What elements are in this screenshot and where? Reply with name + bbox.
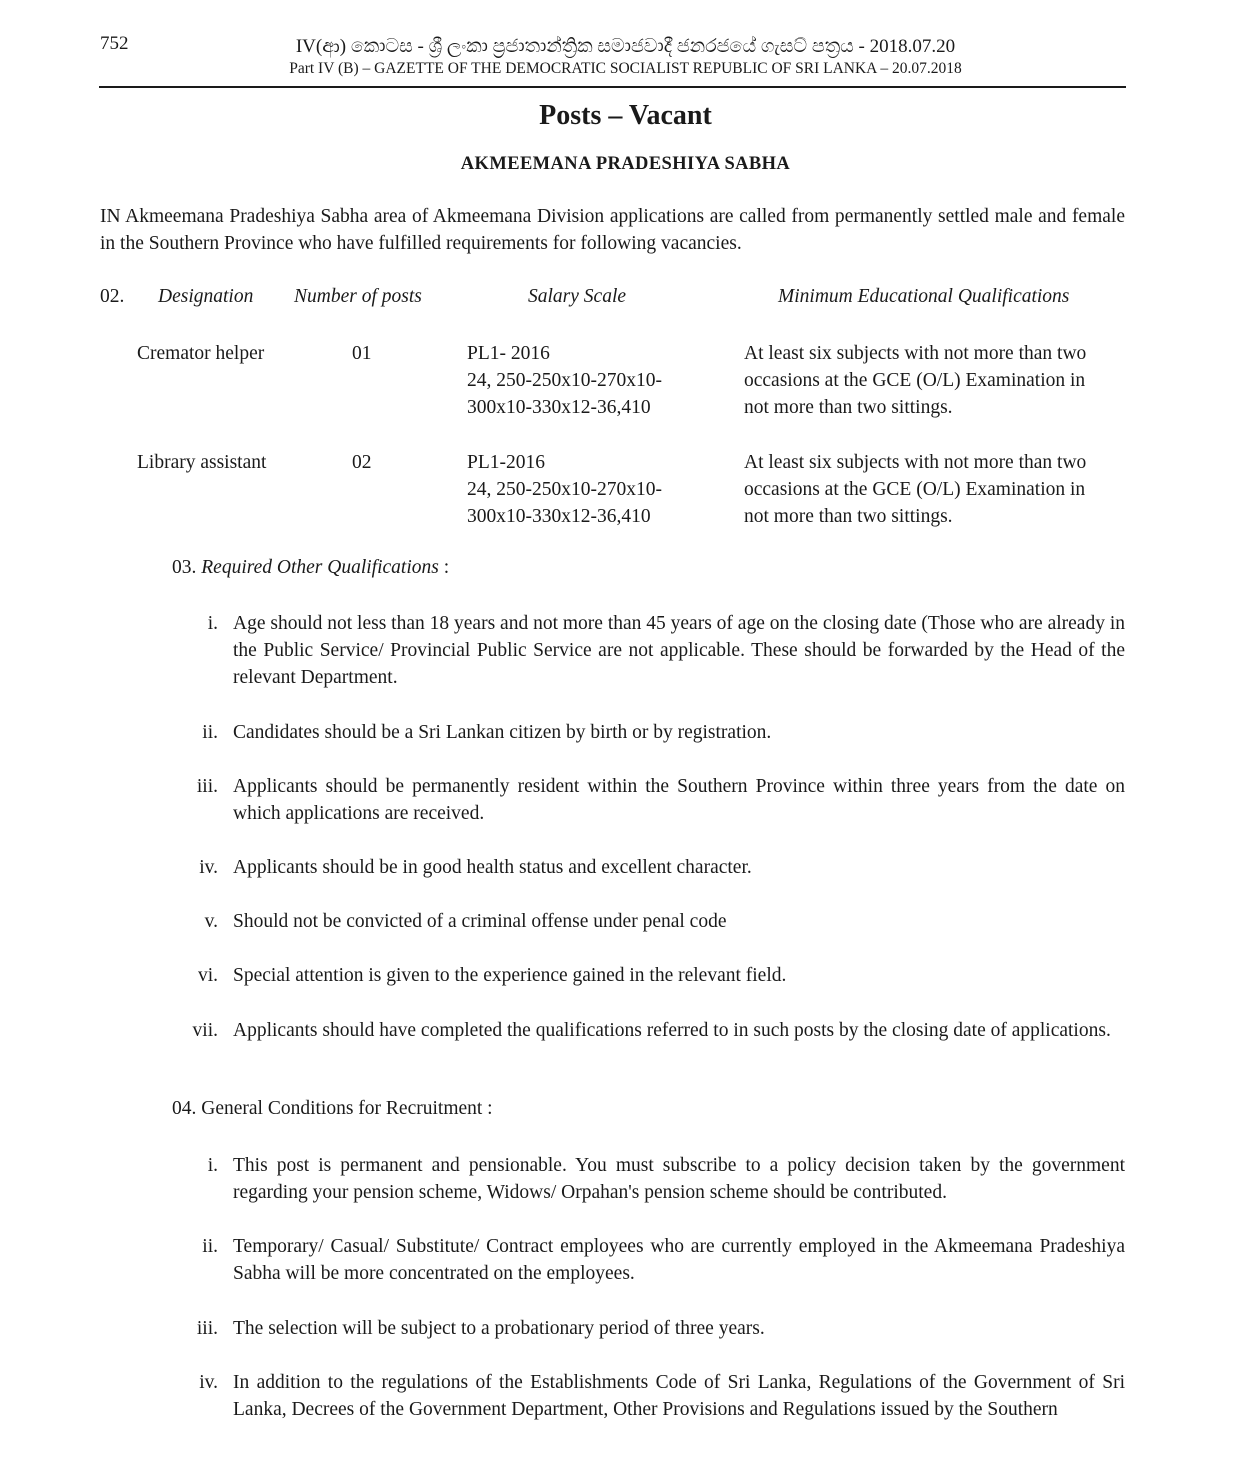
other-qualifications-title: Required Other Qualifications <box>201 557 439 578</box>
list-numeral: ii. <box>202 1236 218 1257</box>
column-header-qualifications: Minimum Educational Qualifications <box>778 286 1070 307</box>
list-numeral: vii. <box>192 1020 218 1041</box>
list-numeral: ii. <box>202 722 218 743</box>
salary-line: 24, 250-250x10-270x10- <box>467 370 662 391</box>
row-designation: Cremator helper <box>137 343 265 364</box>
list-item <box>180 1369 1125 1423</box>
list-item <box>180 1152 1125 1206</box>
row-posts: 02 <box>352 452 372 473</box>
row-salary <box>467 449 662 530</box>
list-text: Should not be convicted of a criminal offense under penal code <box>233 911 727 932</box>
list-numeral: v. <box>204 911 218 932</box>
list-item <box>180 1315 1125 1342</box>
section-number-02: 02. <box>100 286 125 307</box>
list-item <box>180 610 1125 691</box>
list-numeral: i. <box>207 613 218 634</box>
section-title: Posts – Vacant <box>539 100 712 131</box>
column-header-posts: Number of posts <box>294 286 422 307</box>
section-number-03: 03. <box>172 557 197 578</box>
gazette-header-sinhala: IV(ආ) කොටස - ශ්‍රී ලංකා ප්‍රජාතාන්ත්‍රික සමාජවාදී ජනරජයේ ගැසට් පත්‍රය - 2018.07.20 <box>295 36 956 57</box>
list-item <box>180 719 1125 746</box>
list-item <box>180 908 1125 935</box>
list-text: Age should not less than 18 years and not more than 45 years of age on the closing date (Those who are already in the Public Service/ Provincial Public Service are not applicable. These should be forwarded by the Head of the relevant Department. <box>233 613 1125 688</box>
list-numeral: iii. <box>196 1318 218 1339</box>
salary-line: 300x10-330x12-36,410 <box>467 506 651 527</box>
organization-name: AKMEEMANA PRADESHIYA SABHA <box>460 154 791 174</box>
salary-line: PL1- 2016 <box>467 343 550 364</box>
list-numeral: iv. <box>199 857 218 878</box>
list-item <box>180 1233 1125 1287</box>
general-conditions-heading: 04. General Conditions for Recruitment : <box>172 1098 493 1119</box>
list-item <box>180 962 1125 989</box>
salary-line: 24, 250-250x10-270x10- <box>467 479 662 500</box>
intro-paragraph: IN Akmeemana Pradeshiya Sabha area of Akmeemana Division applications are called from permanently settled male and female in the Southern Province who have fulfilled requirements for following vacancies. <box>100 206 1125 254</box>
list-numeral: vi. <box>197 965 218 986</box>
page-number: 752 <box>100 33 129 54</box>
list-item <box>180 773 1125 827</box>
list-item <box>180 854 1125 881</box>
gazette-header-english: Part IV (B) – GAZETTE OF THE DEMOCRATIC SOCIALIST REPUBLIC OF SRI LANKA – 20.07.2018 <box>289 60 962 77</box>
list-text: Temporary/ Casual/ Substitute/ Contract employees who are currently employed in the Akmeemana Pradeshiya Sabha will be more concentrated on the employees. <box>233 1236 1125 1284</box>
row-posts: 01 <box>352 343 372 364</box>
other-qualifications-heading <box>172 557 449 579</box>
list-numeral: iii. <box>196 776 218 797</box>
row-qualifications <box>744 449 1086 530</box>
qualification-line: occasions at the GCE (O/L) Examination in <box>744 479 1086 500</box>
list-text: Applicants should be permanently resident within the Southern Province within three years from the date on which applications are received. <box>233 776 1125 824</box>
row-qualifications <box>744 340 1086 421</box>
salary-line: PL1-2016 <box>467 452 545 473</box>
row-salary <box>467 340 662 421</box>
list-text: This post is permanent and pensionable. You must subscribe to a policy decision taken by the government regarding your pension scheme, Widows/ Orpahan's pension scheme should be contributed. <box>233 1155 1125 1203</box>
qualification-line: At least six subjects with not more than two <box>744 343 1087 364</box>
list-numeral: i. <box>207 1155 218 1176</box>
list-text: In addition to the regulations of the Establishments Code of Sri Lanka, Regulations of the Government of Sri Lanka, Decrees of the Government Department, Other Provisions and Regulations issued by the Southern <box>233 1372 1125 1420</box>
header-divider <box>99 86 1126 88</box>
list-numeral: iv. <box>199 1372 218 1393</box>
list-text: Applicants should be in good health status and excellent character. <box>233 857 752 878</box>
heading-colon: : <box>438 557 450 578</box>
qualification-line: not more than two sittings. <box>744 506 953 527</box>
column-header-designation: Designation <box>158 286 254 307</box>
column-header-salary: Salary Scale <box>528 286 627 307</box>
qualification-line: At least six subjects with not more than two <box>744 452 1087 473</box>
list-text: The selection will be subject to a probationary period of three years. <box>233 1318 765 1339</box>
qualification-line: not more than two sittings. <box>744 397 953 418</box>
list-text: Special attention is given to the experience gained in the relevant field. <box>233 965 787 986</box>
row-designation: Library assistant <box>137 452 267 473</box>
list-item <box>180 1017 1125 1071</box>
qualification-line: occasions at the GCE (O/L) Examination in <box>744 370 1086 391</box>
list-text: Applicants should have completed the qualifications referred to in such posts by the closing date of applications. <box>233 1020 1111 1041</box>
salary-line: 300x10-330x12-36,410 <box>467 397 651 418</box>
list-text: Candidates should be a Sri Lankan citizen by birth or by registration. <box>233 722 772 743</box>
